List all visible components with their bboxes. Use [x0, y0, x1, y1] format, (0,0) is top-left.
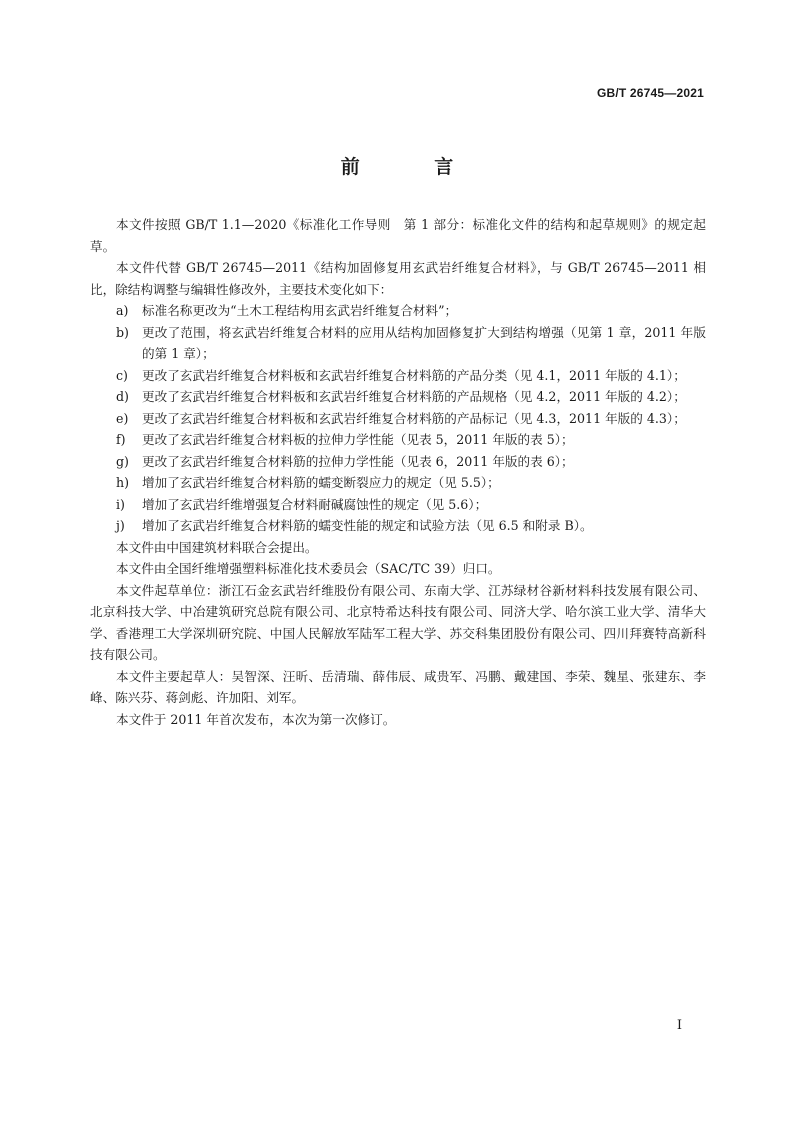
list-marker: a) — [116, 303, 129, 318]
list-item — [90, 300, 706, 322]
document-code: GB/T 26745—2021 — [596, 86, 704, 100]
list-item-text: 增加了玄武岩纤维增强复合材料耐碱腐蚀性的规定（见 5.6）； — [142, 496, 488, 512]
paragraph-committee: 本文件由全国纤维增强塑料标准化技术委员会（SAC/TC 39）归口。 — [116, 561, 501, 576]
list-marker: h) — [116, 475, 130, 490]
list-item-text: 更改了玄武岩纤维复合材料板和玄武岩纤维复合材料筋的产品分类（见 4.1，2011 年版的 4.1）； — [142, 367, 686, 383]
paragraph-drafting-units: 本文件起草单位：浙江石金玄武岩纤维股份有限公司、东南大学、江苏绿材谷新材料科技发展有限公司、北京科技大学、中冶建筑研究总院有限公司、北京特希达科技有限公司、同济大学、哈尔滨工业大学、清华大学、香港理工大学深圳研究院、中国人民解放军陆军工程大学、苏交科集团股份有限公司、四川拜赛特高新科技有限公司。 — [90, 582, 706, 662]
list-marker: b) — [116, 324, 129, 340]
list-item-text: 增加了玄武岩纤维复合材料筋的蠕变断裂应力的规定（见 5.5）； — [142, 475, 500, 490]
list-item — [90, 472, 706, 494]
page-number: I — [676, 1018, 682, 1033]
list-marker: c) — [116, 367, 128, 383]
list-item-text: 更改了玄武岩纤维复合材料板和玄武岩纤维复合材料筋的产品规格（见 4.2，2011 年版的 4.2）； — [142, 389, 686, 404]
changes-list — [90, 300, 706, 537]
list-item-text: 更改了范围，将玄武岩纤维复合材料的应用从结构加固修复扩大到结构增强（见第 1 章，2011 年版的第 1 章）； — [142, 324, 706, 361]
list-item — [90, 515, 706, 537]
list-item — [90, 322, 706, 365]
list-item — [90, 451, 706, 473]
list-marker: f) — [116, 432, 126, 447]
paragraph-history: 本文件于 2011 年首次发布，本次为第一次修订。 — [116, 711, 396, 727]
list-item — [90, 494, 706, 516]
list-item-text: 更改了玄武岩纤维复合材料板和玄武岩纤维复合材料筋的产品标记（见 4.3，2011 年版的 4.3）； — [142, 410, 686, 426]
list-marker: j) — [116, 518, 125, 533]
list-item-text: 增加了玄武岩纤维复合材料筋的蠕变性能的规定和试验方法（见 6.5 和附录 B）。 — [142, 518, 593, 533]
list-item — [90, 408, 706, 430]
paragraph-drafters: 本文件主要起草人：吴智深、汪昕、岳清瑞、薛伟辰、咸贵军、冯鹏、戴建国、李荣、魏星、张建东、李峰、陈兴芬、蒋剑彪、许加阳、刘军。 — [90, 668, 706, 705]
paragraph-drafting-rules: 本文件按照 GB/T 1.1—2020《标准化工作导则 第 1 部分：标准化文件的结构和起草规则》的规定起草。 — [90, 217, 706, 254]
list-item — [90, 429, 706, 451]
list-marker: i) — [116, 496, 125, 512]
list-item-text: 更改了玄武岩纤维复合材料板的拉伸力学性能（见表 5，2011 年版的表 5）； — [142, 432, 574, 447]
list-item-text: 更改了玄武岩纤维复合材料筋的拉伸力学性能（见表 6，2011 年版的表 6）； — [142, 453, 574, 469]
paragraph-replaces: 本文件代替 GB/T 26745—2011《结构加固修复用玄武岩纤维复合材料》，与 GB/T 26745—2011 相比，除结构调整与编辑性修改外，主要技术变化如下： — [90, 260, 706, 297]
list-marker: d) — [116, 389, 129, 404]
list-item — [90, 365, 706, 387]
page-title: 前 言 — [340, 156, 488, 178]
list-item — [90, 386, 706, 408]
list-marker: e) — [116, 410, 129, 426]
list-item-text: 标准名称更改为“土木工程结构用玄武岩纤维复合材料”； — [142, 303, 458, 318]
list-marker: g) — [116, 453, 129, 469]
foreword-body — [90, 214, 706, 730]
paragraph-proposer: 本文件由中国建筑材料联合会提出。 — [116, 539, 318, 555]
